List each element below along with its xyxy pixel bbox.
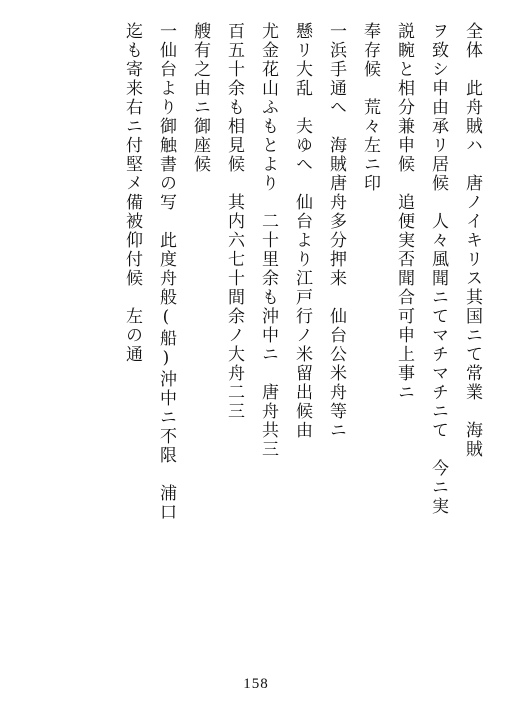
text-column-5: 一浜手通へ 海賊唐舟多分押来 仙台公米舟等ニ xyxy=(326,22,346,440)
page-number: 158 xyxy=(243,676,269,692)
text-column-4: 奉存候 荒々左ニ印 xyxy=(360,22,380,193)
text-column-3: 説睕と相分兼申候 追便実否聞合可申上事ニ xyxy=(394,22,414,402)
text-column-10: 一仙台より御触書の写 此度舟般(船)沖中ニ不限 浦口 xyxy=(156,22,176,522)
text-column-6: 懸リ大乱 夫ゆへ 仙台より江戸行ノ米留出候由 xyxy=(292,22,312,440)
vertical-text-block xyxy=(118,22,486,582)
text-column-7: 尤金花山ふもとより 二十里余も沖中ニ 唐舟共三 xyxy=(258,22,278,459)
text-column-8: 百五十余も相見候 其内六七十間余ノ大舟二三 xyxy=(224,22,244,421)
text-column-2: ヲ致シ申由承リ居候 人々風聞ニてマチマチニて 今ニ実 xyxy=(428,22,448,516)
text-column-11: 迄も寄来右ニ付堅メ備被仰付候 左の通 xyxy=(122,22,142,364)
text-column-9: 艘有之由ニ御座候 xyxy=(190,22,210,174)
text-column-1: 全体 此舟賊ハ 唐ノイキリス其国ニて常業 海賊 xyxy=(462,22,482,459)
